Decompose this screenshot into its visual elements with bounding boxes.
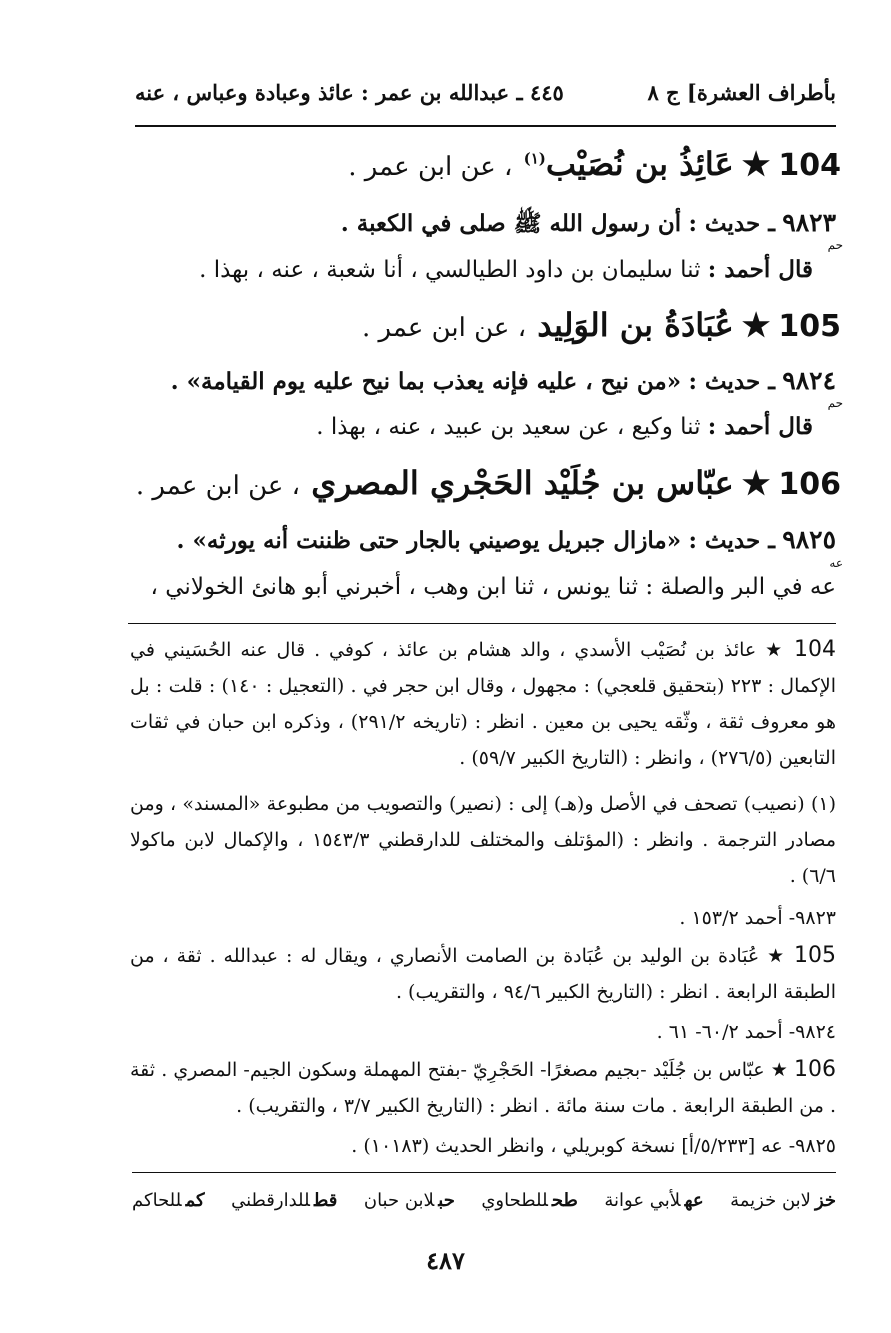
- footnote-9824: [130, 1014, 836, 1050]
- hadith-9823: [341, 208, 836, 243]
- footnote-text: ★ عائذ بن نُصَيْب الأسدي ، والد هشام بن عائذ ، كوفي . قال عنه الحُسَيني في الإكمال : ٢٢٣ (بتحقيق قلعجي) : مجهول ، وقال ابن حجر في . (التعجيل : ١٤٠) : قلت : بل هو معروف ثقة ، وثّقه يحيى بن معين . انظر : (تاريخه ٢٩١/٢) ، وذكره ابن حبان في ثقات التابعين (٢٧٦/٥) ، وانظر : (التاريخ الكبير ٥٩/٧) .: [130, 639, 836, 769]
- isnad-chain-9823: [199, 256, 813, 283]
- footnote-text: ٩٨٢٤- أحمد ٦٠/٢- ٦١ .: [656, 1021, 836, 1043]
- legend-desc: لابن حبان: [363, 1190, 435, 1211]
- footnote-marker: (١): [523, 149, 546, 168]
- legend-abbr: قط: [313, 1190, 338, 1211]
- narrator-source: ، عن ابن عمر .: [348, 152, 513, 182]
- legend-desc: لأبي عوانة: [604, 1190, 681, 1211]
- footnote-bio-number: 105: [794, 943, 837, 968]
- biography-heading-104: [348, 145, 841, 183]
- star-icon: ★: [741, 145, 771, 183]
- header-rule: [135, 125, 836, 127]
- narrator-name: عُبَادَةُ بن الوَلِيد: [537, 306, 734, 344]
- legend-item: [730, 1190, 836, 1211]
- legend-abbr: خز: [814, 1190, 836, 1211]
- footnote-105: [130, 938, 836, 1010]
- legend-rule: [132, 1172, 836, 1173]
- biography-heading-105: [362, 306, 841, 344]
- footnote-bio-number: 104: [794, 637, 836, 662]
- footnote-9823: [130, 900, 836, 936]
- footnote-9825: [130, 1128, 836, 1164]
- legend-abbr: حب: [438, 1190, 455, 1211]
- isnad-source: قال أحمد :: [707, 413, 813, 440]
- header-chapter-title: ٤٤٥ ـ عبدالله بن عمر : عائذ وعبادة وعباس ، عنه: [135, 80, 564, 105]
- footnote-text: ★ عُبَادة بن الوليد بن عُبَادة بن الصامت الأنصاري ، ويقال له : عبدالله . ثقة ، من الطبقة الرابعة . انظر : (التاريخ الكبير ٩٤/٦ ، والتقريب) .: [130, 945, 836, 1003]
- footnote-rule: [128, 623, 836, 624]
- narrator-name: عَائِذُ بن نُصَيْب: [545, 145, 734, 183]
- hadith-number: ٩٨٢٣: [782, 208, 836, 237]
- hadith-text: «مازال جبريل يوصيني بالجار حتى ظننت أنه يورثه» .: [176, 527, 682, 554]
- footnote-bio-number: 106: [794, 1057, 836, 1082]
- footnote-104: [130, 632, 836, 776]
- isnad-text: ثنا سليمان بن داود الطيالسي ، أنا شعبة ، عنه ، بهذا .: [199, 257, 701, 283]
- biography-heading-106: [136, 464, 841, 502]
- legend-desc: للدارقطني: [231, 1190, 310, 1211]
- page-number: ٤٨٧: [426, 1246, 465, 1275]
- source-siglum: عه: [829, 556, 843, 570]
- legend-item: [364, 1190, 455, 1211]
- hadith-number: ٩٨٢٥: [782, 525, 836, 554]
- abbreviation-legend: [132, 1190, 836, 1211]
- isnad-text: ثنا وكيع ، عن سعيد بن عبيد ، عنه ، بهذا .: [316, 414, 701, 440]
- legend-item: [132, 1190, 205, 1211]
- star-icon: ★: [741, 306, 771, 344]
- source-siglum: حم: [827, 396, 843, 410]
- footnote-text: ٩٨٢٣- أحمد ١٥٣/٢ .: [679, 907, 836, 929]
- footnote-text: (١) (نصيب) تصحف في الأصل و(هـ) إلى : (نصير) والتصويب من مطبوعة «المسند» ، ومن مصادر الترجمة . وانظر : (المؤتلف والمختلف للدارقطني ١٥٤٣/٣ ، والإكمال لابن ماكولا ٦/٦) .: [130, 793, 836, 887]
- legend-desc: للحاكم: [132, 1190, 182, 1211]
- hadith-9825: [177, 525, 836, 554]
- legend-item: [481, 1190, 578, 1211]
- isnad-chain-9824: [316, 413, 813, 440]
- legend-abbr: عه: [684, 1190, 704, 1211]
- narrator-source: ، عن ابن عمر .: [361, 313, 527, 343]
- narrator-source: ، عن ابن عمر .: [135, 471, 301, 501]
- legend-desc: للطحاوي: [481, 1190, 548, 1211]
- isnad-source: قال أحمد :: [707, 256, 813, 283]
- footnote-1: [130, 786, 836, 894]
- legend-desc: لابن خزيمة: [730, 1190, 811, 1211]
- biography-number: 105: [778, 309, 841, 344]
- hadith-text: أن رسول الله ﷺ صلى في الكعبة .: [340, 210, 682, 237]
- hadith-number: ٩٨٢٤: [782, 366, 836, 395]
- legend-abbr: طح: [551, 1190, 578, 1211]
- isnad-chain-9825: [151, 574, 836, 600]
- star-icon: ★: [741, 464, 771, 502]
- running-header: [135, 80, 836, 114]
- header-book-volume: بأطراف العشرة] ج ٨: [647, 80, 836, 105]
- footnote-text: ★ عبّاس بن جُلَيْد -بجيم مصغرًا- الحَجْرِيّ -بفتح المهملة وسكون الجيم- المصري . ثقة . من الطبقة الرابعة . مات سنة مائة . انظر : (التاريخ الكبير ٣/٧ ، والتقريب) .: [130, 1059, 836, 1117]
- hadith-label: ـ حديث :: [688, 210, 775, 237]
- source-siglum: حم: [827, 238, 843, 252]
- biography-number: 106: [778, 467, 841, 502]
- hadith-9824: [171, 366, 836, 395]
- isnad-text: عه في البر والصلة : ثنا يونس ، ثنا ابن وهب ، أخبرني أبو هانئ الخولاني ،: [150, 574, 836, 600]
- biography-number: 104: [778, 148, 841, 183]
- hadith-label: ـ حديث :: [688, 368, 775, 395]
- narrator-name: عبّاس بن جُلَيْد الحَجْري المصري: [311, 464, 734, 502]
- hadith-label: ـ حديث :: [688, 527, 775, 554]
- legend-abbr: كم: [185, 1190, 205, 1211]
- hadith-text: «من نيح ، عليه فإنه يعذب بما نيح عليه يوم القيامة» .: [170, 368, 682, 395]
- footnote-106: [130, 1052, 836, 1124]
- footnote-text: ٩٨٢٥- عه [٥/٢٣٣/أ] نسخة كوبريلي ، وانظر الحديث (١٠١٨٣) .: [351, 1135, 836, 1157]
- legend-item: [604, 1190, 703, 1211]
- legend-item: [231, 1190, 337, 1211]
